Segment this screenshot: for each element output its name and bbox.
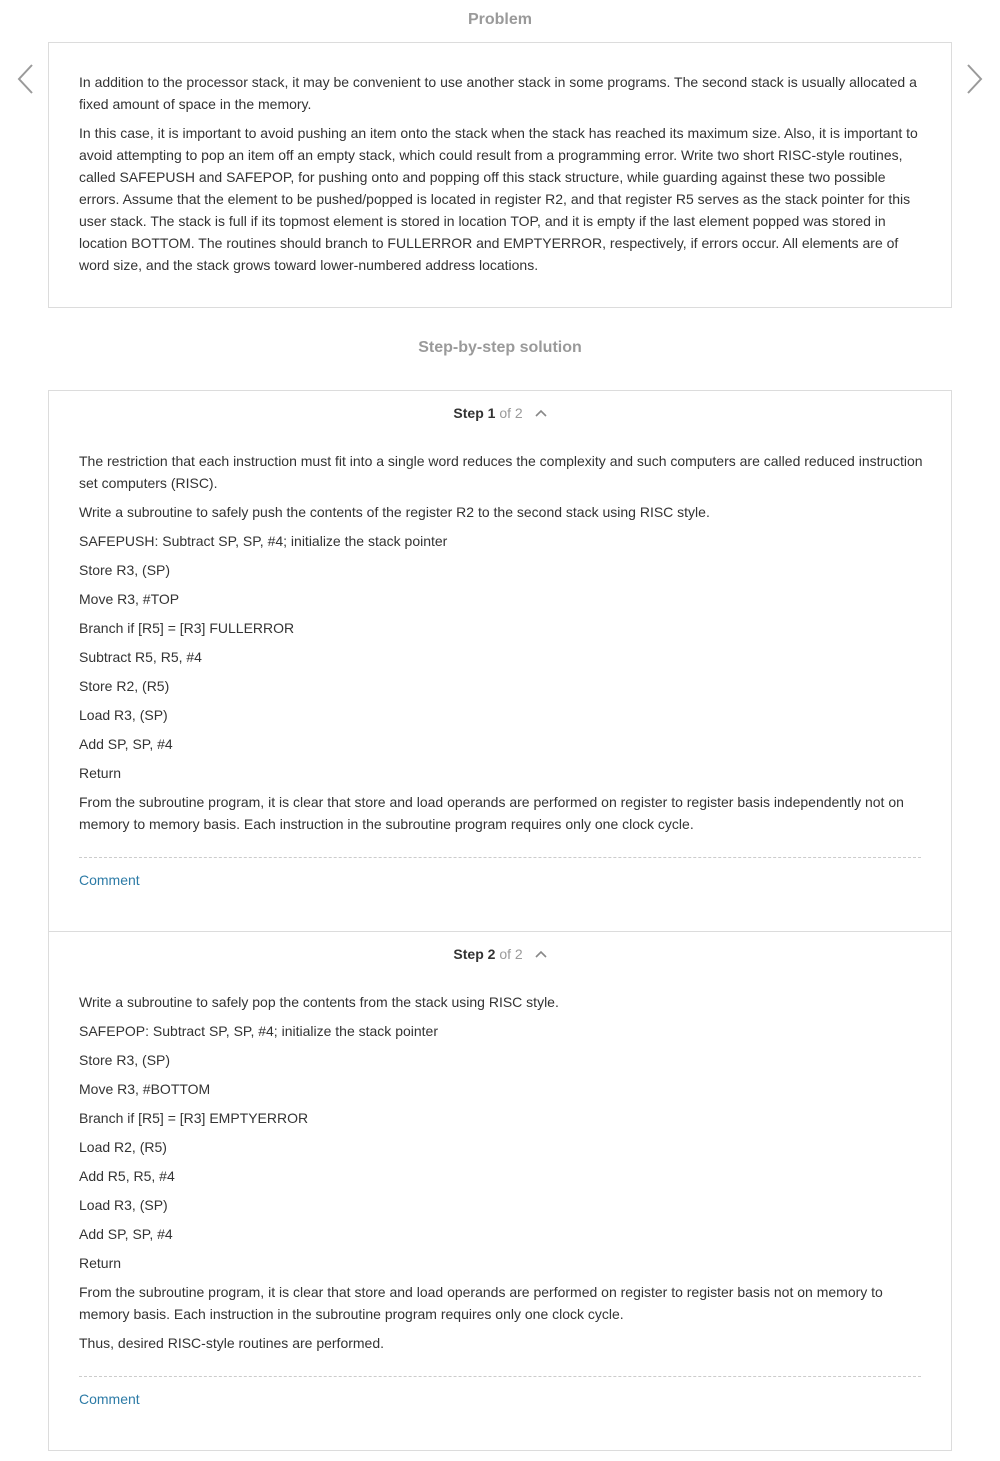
divider: [79, 1376, 921, 1377]
code-line: Add SP, SP, #4: [79, 1226, 173, 1242]
comment-link[interactable]: Comment: [79, 1391, 140, 1407]
problem-card: [48, 42, 952, 308]
code-line: Move R3, #BOTTOM: [79, 1081, 211, 1097]
step-label: Step 2: [453, 946, 496, 962]
step-panel: [49, 391, 951, 932]
solution-heading: Step-by-step solution: [418, 339, 582, 356]
problem-heading: Problem: [467, 11, 532, 28]
code-line: Store R3, (SP): [79, 562, 171, 578]
problem-paragraph: In this case, it is important to avoid pushing an item onto the stack when the stack has reached its maximum size. Also, it is important to avoid attempting to pop an item off an empty stack, which could result from a programming error. Write two short RISC-style routines, called SAFEPUSH and SAFEPOP, for pushing onto and popping off this stack structure, while guarding against these two possible errors. Assume that the element to be pushed/popped is located in register R2, and that register R5 serves as the stack pointer for this user stack. The stack is full if its topmost element is stored in location TOP, and it is empty if the last element popped was stored in location BOTTOM. The routines should branch to FULLERROR and EMPTYERROR, respectively, if errors occur. All elements are of word size, and the stack grows toward lower-numbered address locations.: [79, 125, 918, 273]
code-line: Branch if [R5] = [R3] EMPTYERROR: [79, 1110, 309, 1126]
code-line: Branch if [R5] = [R3] FULLERROR: [79, 620, 295, 636]
code-line: Subtract R5, R5, #4: [79, 649, 202, 665]
chevron-right-icon: [962, 62, 986, 96]
step-body: [79, 450, 924, 842]
code-line: Add SP, SP, #4: [79, 736, 173, 752]
code-line: Load R3, (SP): [79, 1197, 168, 1213]
next-problem-button[interactable]: [962, 62, 986, 96]
step-label: Step 1: [453, 405, 496, 421]
code-line: SAFEPOP: Subtract SP, SP, #4; initialize the stack pointer: [79, 1023, 439, 1039]
chevron-left-icon: [14, 62, 38, 96]
chevron-up-icon: [535, 403, 547, 421]
step-line: The restriction that each instruction must fit into a single word reduces the complexity and such computers are called reduced instruction set computers (RISC).: [79, 453, 923, 491]
step-panel: [49, 932, 951, 1450]
step-toggle[interactable]: [49, 945, 951, 963]
step-line: Write a subroutine to safely push the contents of the register R2 to the second stack using RISC style.: [79, 504, 710, 520]
step-line: From the subroutine program, it is clear that store and load operands are performed on register to register basis not on memory to memory basis. Each instruction in the subroutine program requires only one clock cycle.: [79, 1284, 883, 1322]
code-line: Store R2, (R5): [79, 678, 170, 694]
step-toggle[interactable]: [49, 404, 951, 422]
problem-text: [79, 71, 924, 276]
code-line: Load R3, (SP): [79, 707, 168, 723]
problem-paragraph: In addition to the processor stack, it may be convenient to use another stack in some programs. The second stack is usually allocated a fixed amount of space in the memory.: [79, 74, 917, 112]
step-body: [79, 991, 924, 1361]
step-count: of 2: [499, 946, 523, 962]
code-line: Return: [79, 765, 122, 781]
comment-link[interactable]: Comment: [79, 872, 140, 888]
step-line: Thus, desired RISC-style routines are performed.: [79, 1335, 385, 1351]
code-line: Return: [79, 1255, 122, 1271]
step-line: Write a subroutine to safely pop the contents from the stack using RISC style.: [79, 994, 559, 1010]
solution-card: [48, 390, 952, 1451]
step-line: From the subroutine program, it is clear that store and load operands are performed on register to register basis independently not on memory to memory basis. Each instruction in the subroutine program requires only one clock cycle.: [79, 794, 904, 832]
chevron-up-icon: [535, 944, 547, 962]
code-line: Move R3, #TOP: [79, 591, 180, 607]
divider: [79, 857, 921, 858]
step-count: of 2: [499, 405, 523, 421]
code-line: SAFEPUSH: Subtract SP, SP, #4; initialize the stack pointer: [79, 533, 448, 549]
previous-problem-button[interactable]: [14, 62, 38, 96]
code-line: Add R5, R5, #4: [79, 1168, 175, 1184]
code-line: Store R3, (SP): [79, 1052, 171, 1068]
code-line: Load R2, (R5): [79, 1139, 167, 1155]
